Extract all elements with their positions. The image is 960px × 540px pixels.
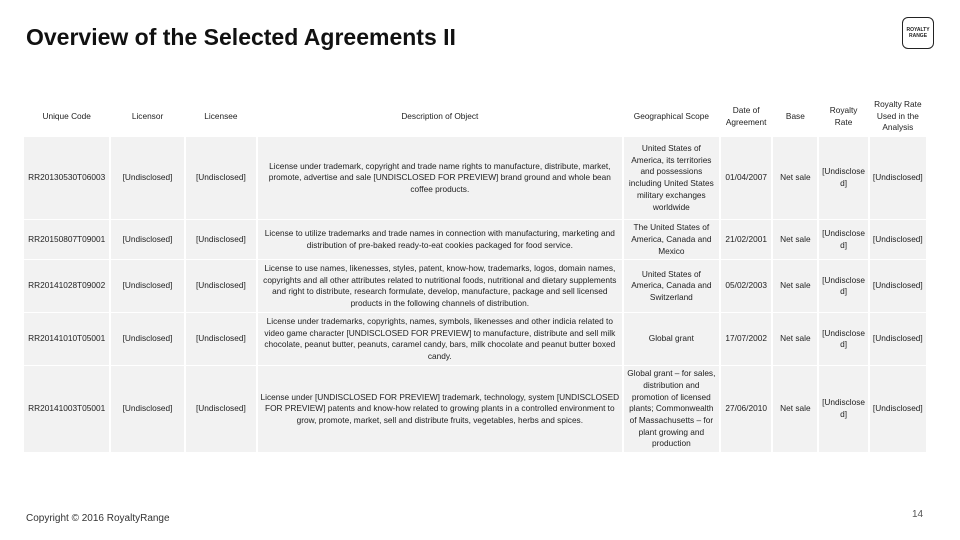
logo-text-line2: RANGE (908, 33, 928, 39)
header-base: Base (773, 97, 817, 136)
page-title: Overview of the Selected Agreements II (26, 24, 456, 50)
page-number: 14 (912, 509, 924, 520)
table-header-row (24, 97, 926, 136)
cell-description: License to use names, likenesses, styles, patent, know-how, trademarks, logos, domain names, copyrights and all other attributes related to nutritional foods, nutritional and dietary supplements and right to distribute, research formulate, develop, manufacture, package and sell licensed products in the following channels of distribution. (258, 260, 622, 312)
cell-royalty-rate-used: [Undisclosed] (870, 220, 926, 259)
cell-royalty-rate-used: [Undisclosed] (870, 137, 926, 219)
cell-royalty-rate-used: [Undisclosed] (870, 313, 926, 365)
cell-geographical-scope: Global grant – for sales, distribution and promotion of licensed plants; Commonwealth of Massachusetts – for plant growing and production (624, 366, 719, 452)
royaltyrange-logo (902, 17, 934, 49)
cell-base: Net sale (773, 220, 817, 259)
cell-date: 01/04/2007 (721, 137, 771, 219)
cell-licensor: [Undisclosed] (111, 220, 183, 259)
cell-royalty-rate: [Undisclosed] (819, 260, 867, 312)
header-unique-code: Unique Code (24, 97, 109, 136)
cell-licensor: [Undisclosed] (111, 260, 183, 312)
table-row (24, 137, 926, 219)
cell-base: Net sale (773, 313, 817, 365)
cell-description: License under trademark, copyright and trade name rights to manufacture, distribute, market, promote, advertise and sale [UNDISCLOSED FOR PREVIEW] brand ground and whole bean coffee products. (258, 137, 622, 219)
cell-base: Net sale (773, 366, 817, 452)
cell-licensee: [Undisclosed] (186, 220, 256, 259)
cell-unique-code: RR20141028T09002 (24, 260, 109, 312)
cell-licensee: [Undisclosed] (186, 366, 256, 452)
table-row (24, 366, 926, 452)
cell-geographical-scope: United States of America, its territories and possessions including United States military exchanges worldwide (624, 137, 719, 219)
cell-royalty-rate-used: [Undisclosed] (870, 366, 926, 452)
cell-description: License to utilize trademarks and trade names in connection with manufacturing, marketing and distribution of pre-baked ready-to-eat cookies packaged for food service. (258, 220, 622, 259)
header-royalty-rate: Royalty Rate (819, 97, 867, 136)
table-row (24, 220, 926, 259)
cell-royalty-rate: [Undisclosed] (819, 313, 867, 365)
logo-text-line1: ROYALTY (906, 27, 930, 33)
cell-description: License under [UNDISCLOSED FOR PREVIEW] trademark, technology, system [UNDISCLOSED FOR PREVIEW] patents and know-how related to growing plants in a controlled environment to grow, promote, market, sell and distribute fruits, vegetables, herbs and spices. (258, 366, 622, 452)
cell-royalty-rate-used: [Undisclosed] (870, 260, 926, 312)
cell-base: Net sale (773, 260, 817, 312)
cell-date: 27/06/2010 (721, 366, 771, 452)
cell-licensor: [Undisclosed] (111, 313, 183, 365)
agreements-table (22, 96, 928, 453)
cell-date: 17/07/2002 (721, 313, 771, 365)
cell-unique-code: RR20130530T06003 (24, 137, 109, 219)
header-royalty-rate-used: Royalty Rate Used in the Analysis (870, 97, 926, 136)
header-geographical-scope: Geographical Scope (624, 97, 719, 136)
header-date-of-agreement: Date of Agreement (721, 97, 771, 136)
cell-base: Net sale (773, 137, 817, 219)
header-licensor: Licensor (111, 97, 183, 136)
cell-unique-code: RR20150807T09001 (24, 220, 109, 259)
cell-royalty-rate: [Undisclosed] (819, 220, 867, 259)
cell-geographical-scope: The United States of America, Canada and Mexico (624, 220, 719, 259)
cell-licensor: [Undisclosed] (111, 366, 183, 452)
cell-licensee: [Undisclosed] (186, 260, 256, 312)
table-row (24, 313, 926, 365)
cell-date: 05/02/2003 (721, 260, 771, 312)
copyright-footer: Copyright © 2016 RoyaltyRange (26, 513, 170, 524)
cell-licensor: [Undisclosed] (111, 137, 183, 219)
table-row (24, 260, 926, 312)
cell-unique-code: RR20141010T05001 (24, 313, 109, 365)
cell-royalty-rate: [Undisclosed] (819, 366, 867, 452)
cell-licensee: [Undisclosed] (186, 137, 256, 219)
cell-licensee: [Undisclosed] (186, 313, 256, 365)
header-description: Description of Object (258, 97, 622, 136)
cell-geographical-scope: United States of America, Canada and Switzerland (624, 260, 719, 312)
header-licensee: Licensee (186, 97, 256, 136)
cell-royalty-rate: [Undisclosed] (819, 137, 867, 219)
cell-date: 21/02/2001 (721, 220, 771, 259)
cell-description: License under trademarks, copyrights, names, symbols, likenesses and other indicia related to video game character [UNDISCLOSED FOR PREVIEW] to manufacture, distribute and sell milk chocolate, peanut butter, peanuts, caramel candy, bars, milk chocolate and peanut butter boxed candy. (258, 313, 622, 365)
cell-geographical-scope: Global grant (624, 313, 719, 365)
cell-unique-code: RR20141003T05001 (24, 366, 109, 452)
